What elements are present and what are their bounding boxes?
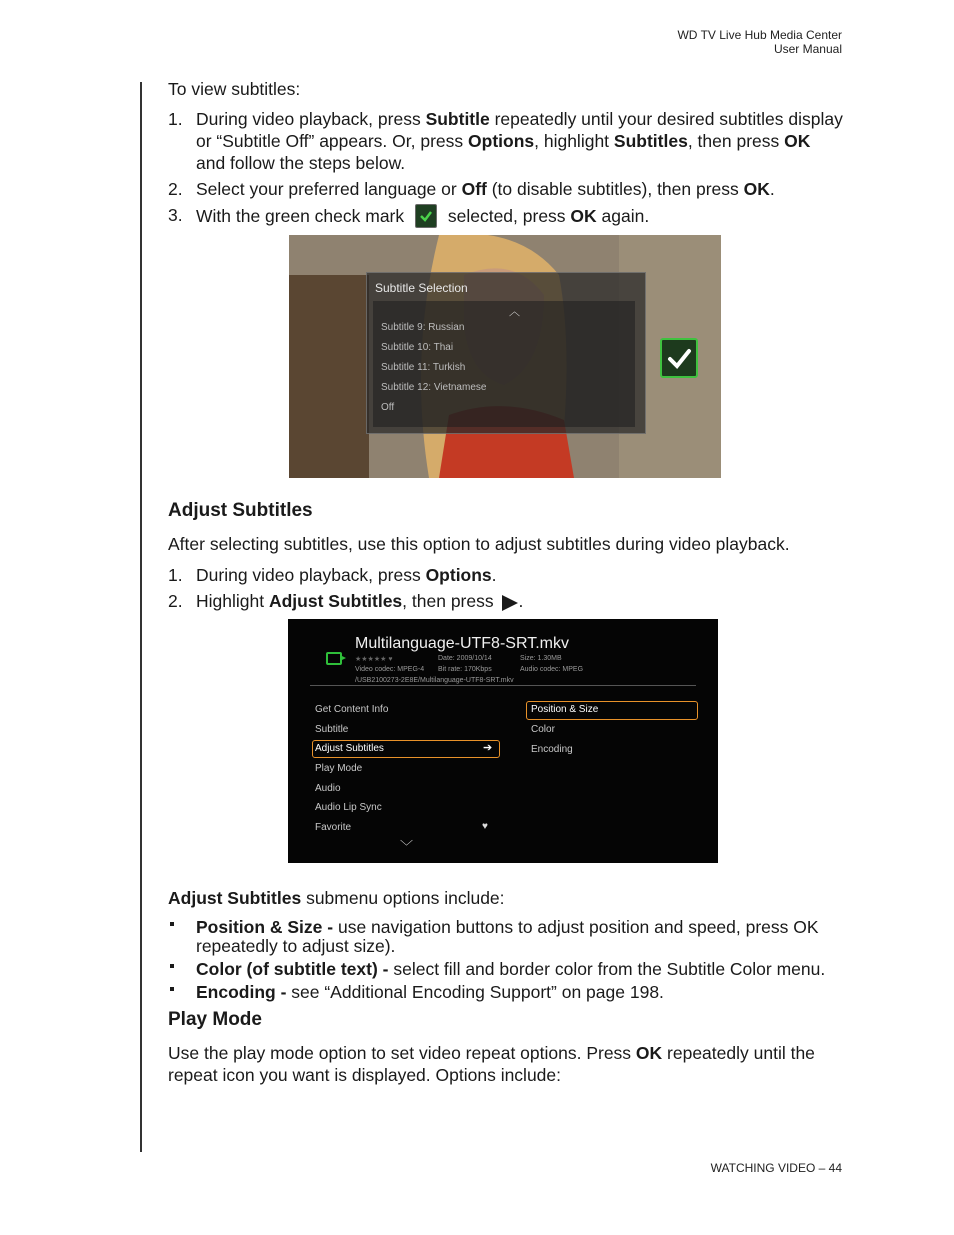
scroll-down-icon[interactable]: ﹀: [400, 839, 414, 854]
menu-audio[interactable]: Audio: [315, 783, 341, 794]
text: and follow the steps below.: [196, 153, 406, 173]
bold-term: Subtitles: [613, 131, 688, 151]
page-footer: WATCHING VIDEO – 44: [710, 1161, 842, 1175]
subtitle-option[interactable]: Subtitle 11: Turkish: [381, 362, 466, 373]
menu-play-mode[interactable]: Play Mode: [315, 763, 363, 774]
play-mode-heading: Play Mode: [168, 1009, 262, 1030]
step-number: 2.: [168, 179, 183, 199]
subtitle-selection-panel: [366, 272, 646, 434]
bold-term: OK: [784, 131, 811, 151]
bullet-icon: [170, 987, 174, 991]
bullet-icon: [170, 922, 174, 926]
submenu-intro: [168, 887, 844, 909]
submenu-options-list: [168, 918, 844, 1002]
submenu-color[interactable]: Color: [531, 724, 555, 735]
menu-favorite[interactable]: Favorite: [315, 822, 352, 833]
option-desc: see “Additional Encoding Support” on page 198.: [291, 982, 664, 1002]
option-item: [168, 983, 844, 1002]
arrow-right-icon: ➔: [483, 742, 493, 754]
options-menu-screenshot: [288, 619, 718, 863]
submenu-intro-bold: Adjust Subtitles: [168, 888, 302, 908]
text: Select your preferred language or: [196, 179, 462, 199]
bullet-icon: [170, 964, 174, 968]
step-item: [168, 564, 844, 586]
meta-path: /USB2100273-2E8E/Multilanguage-UTF8-SRT.mkv: [355, 677, 514, 684]
scroll-up-icon[interactable]: ︿: [509, 306, 520, 318]
text: again.: [596, 206, 650, 226]
text: , then press: [402, 591, 499, 611]
adjust-desc: After selecting subtitles, use this option to adjust subtitles during video playback.: [168, 534, 790, 554]
text: .: [491, 565, 497, 585]
meta-audio-codec: Audio codec: MPEG: [520, 666, 584, 673]
header-doc-type: User Manual: [773, 42, 842, 56]
submenu-position-size[interactable]: Position & Size: [531, 704, 599, 715]
margin-rule: [140, 82, 142, 1152]
text: repeatedly until your desired subtitles display or “Subtitle Off” appears. Or, press: [196, 109, 843, 151]
bold-term: Options: [425, 565, 492, 585]
subtitle-option[interactable]: Subtitle 10: Thai: [381, 342, 454, 353]
checkmark-icon: [662, 340, 696, 376]
submenu-intro-rest: submenu options include:: [301, 888, 505, 908]
text: Highlight: [196, 591, 269, 611]
option-item: [168, 918, 844, 956]
meta-date: Date: 2009/10/14: [438, 655, 492, 662]
subtitle-option[interactable]: Subtitle 12: Vietnamese: [381, 382, 487, 393]
step-item: [168, 178, 844, 200]
text: During video playback, press: [196, 109, 426, 129]
bold-term: OK: [635, 1043, 663, 1063]
step-item: [168, 590, 844, 612]
panel-title: Subtitle Selection: [375, 281, 468, 295]
meta-bitrate: Bit rate: 170Kbps: [438, 666, 492, 673]
text: repeatedly until the repeat icon you want is displayed. Options include:: [168, 1043, 815, 1085]
text: , highlight: [534, 131, 614, 151]
option-desc: select fill and border color from the Subtitle Color menu.: [393, 959, 826, 979]
intro-text: To view subtitles:: [168, 79, 301, 99]
text: .: [518, 591, 524, 611]
option-item: [168, 960, 844, 979]
menu-audio-lip-sync[interactable]: Audio Lip Sync: [315, 802, 382, 813]
rating-stars-icon: ★★★★★ ♥: [355, 656, 393, 663]
text: During video playback, press: [196, 565, 426, 585]
step-number: 2.: [168, 591, 183, 611]
option-name: Color (of subtitle text) -: [196, 959, 394, 979]
adjust-steps: [168, 564, 844, 612]
menu-adjust-subtitles[interactable]: Adjust Subtitles: [315, 743, 384, 754]
bold-term: Adjust Subtitles: [268, 591, 403, 611]
page-body: [168, 78, 844, 1086]
bold-term: Options: [468, 131, 535, 151]
play-arrow-icon: [502, 595, 518, 611]
running-header: [677, 28, 842, 56]
heart-icon: ♥: [482, 821, 488, 832]
bold-term: Off: [461, 179, 487, 199]
step-number: 1.: [168, 565, 183, 585]
text: With the green check mark: [196, 206, 409, 226]
meta-video-codec: Video codec: MPEG-4: [355, 666, 425, 673]
green-check-button[interactable]: [660, 338, 698, 378]
video-camera-icon: [326, 652, 342, 665]
meta-size: Size: 1.30MB: [520, 655, 562, 662]
bold-term: OK: [743, 179, 770, 199]
divider: [310, 685, 696, 686]
file-title: Multilanguage-UTF8-SRT.mkv: [355, 635, 569, 652]
step-number: 3.: [168, 205, 183, 225]
text: selected, press: [443, 206, 571, 226]
option-desc: use navigation buttons to adjust position and speed, press OK repeatedly to adjust size).: [196, 917, 819, 956]
bold-term: OK: [570, 206, 597, 226]
menu-subtitle[interactable]: Subtitle: [315, 724, 349, 735]
adjust-subtitles-heading: Adjust Subtitles: [168, 500, 313, 521]
subtitle-option[interactable]: Subtitle 9: Russian: [381, 322, 465, 333]
text: , then press: [687, 131, 785, 151]
subtitle-list: [373, 301, 635, 427]
menu-get-content-info[interactable]: Get Content Info: [315, 704, 389, 715]
subtitle-option-off[interactable]: Off: [381, 402, 395, 413]
text: (to disable subtitles), then press: [486, 179, 744, 199]
text: Use the play mode option to set video repeat options. Press: [168, 1043, 636, 1063]
step-number: 1.: [168, 109, 183, 129]
header-product: WD TV Live Hub Media Center: [677, 28, 842, 42]
check-mark-icon: [415, 204, 437, 228]
subtitle-selection-screenshot: [289, 235, 721, 478]
bold-term: Subtitle: [425, 109, 490, 129]
step-item: [168, 204, 844, 228]
view-subtitles-steps: [168, 108, 844, 228]
submenu-encoding[interactable]: Encoding: [531, 744, 573, 755]
step-item: [168, 108, 844, 174]
text: .: [769, 179, 775, 199]
option-name: Position & Size -: [196, 917, 338, 937]
play-mode-desc: [168, 1042, 844, 1086]
option-name: Encoding -: [196, 982, 292, 1002]
